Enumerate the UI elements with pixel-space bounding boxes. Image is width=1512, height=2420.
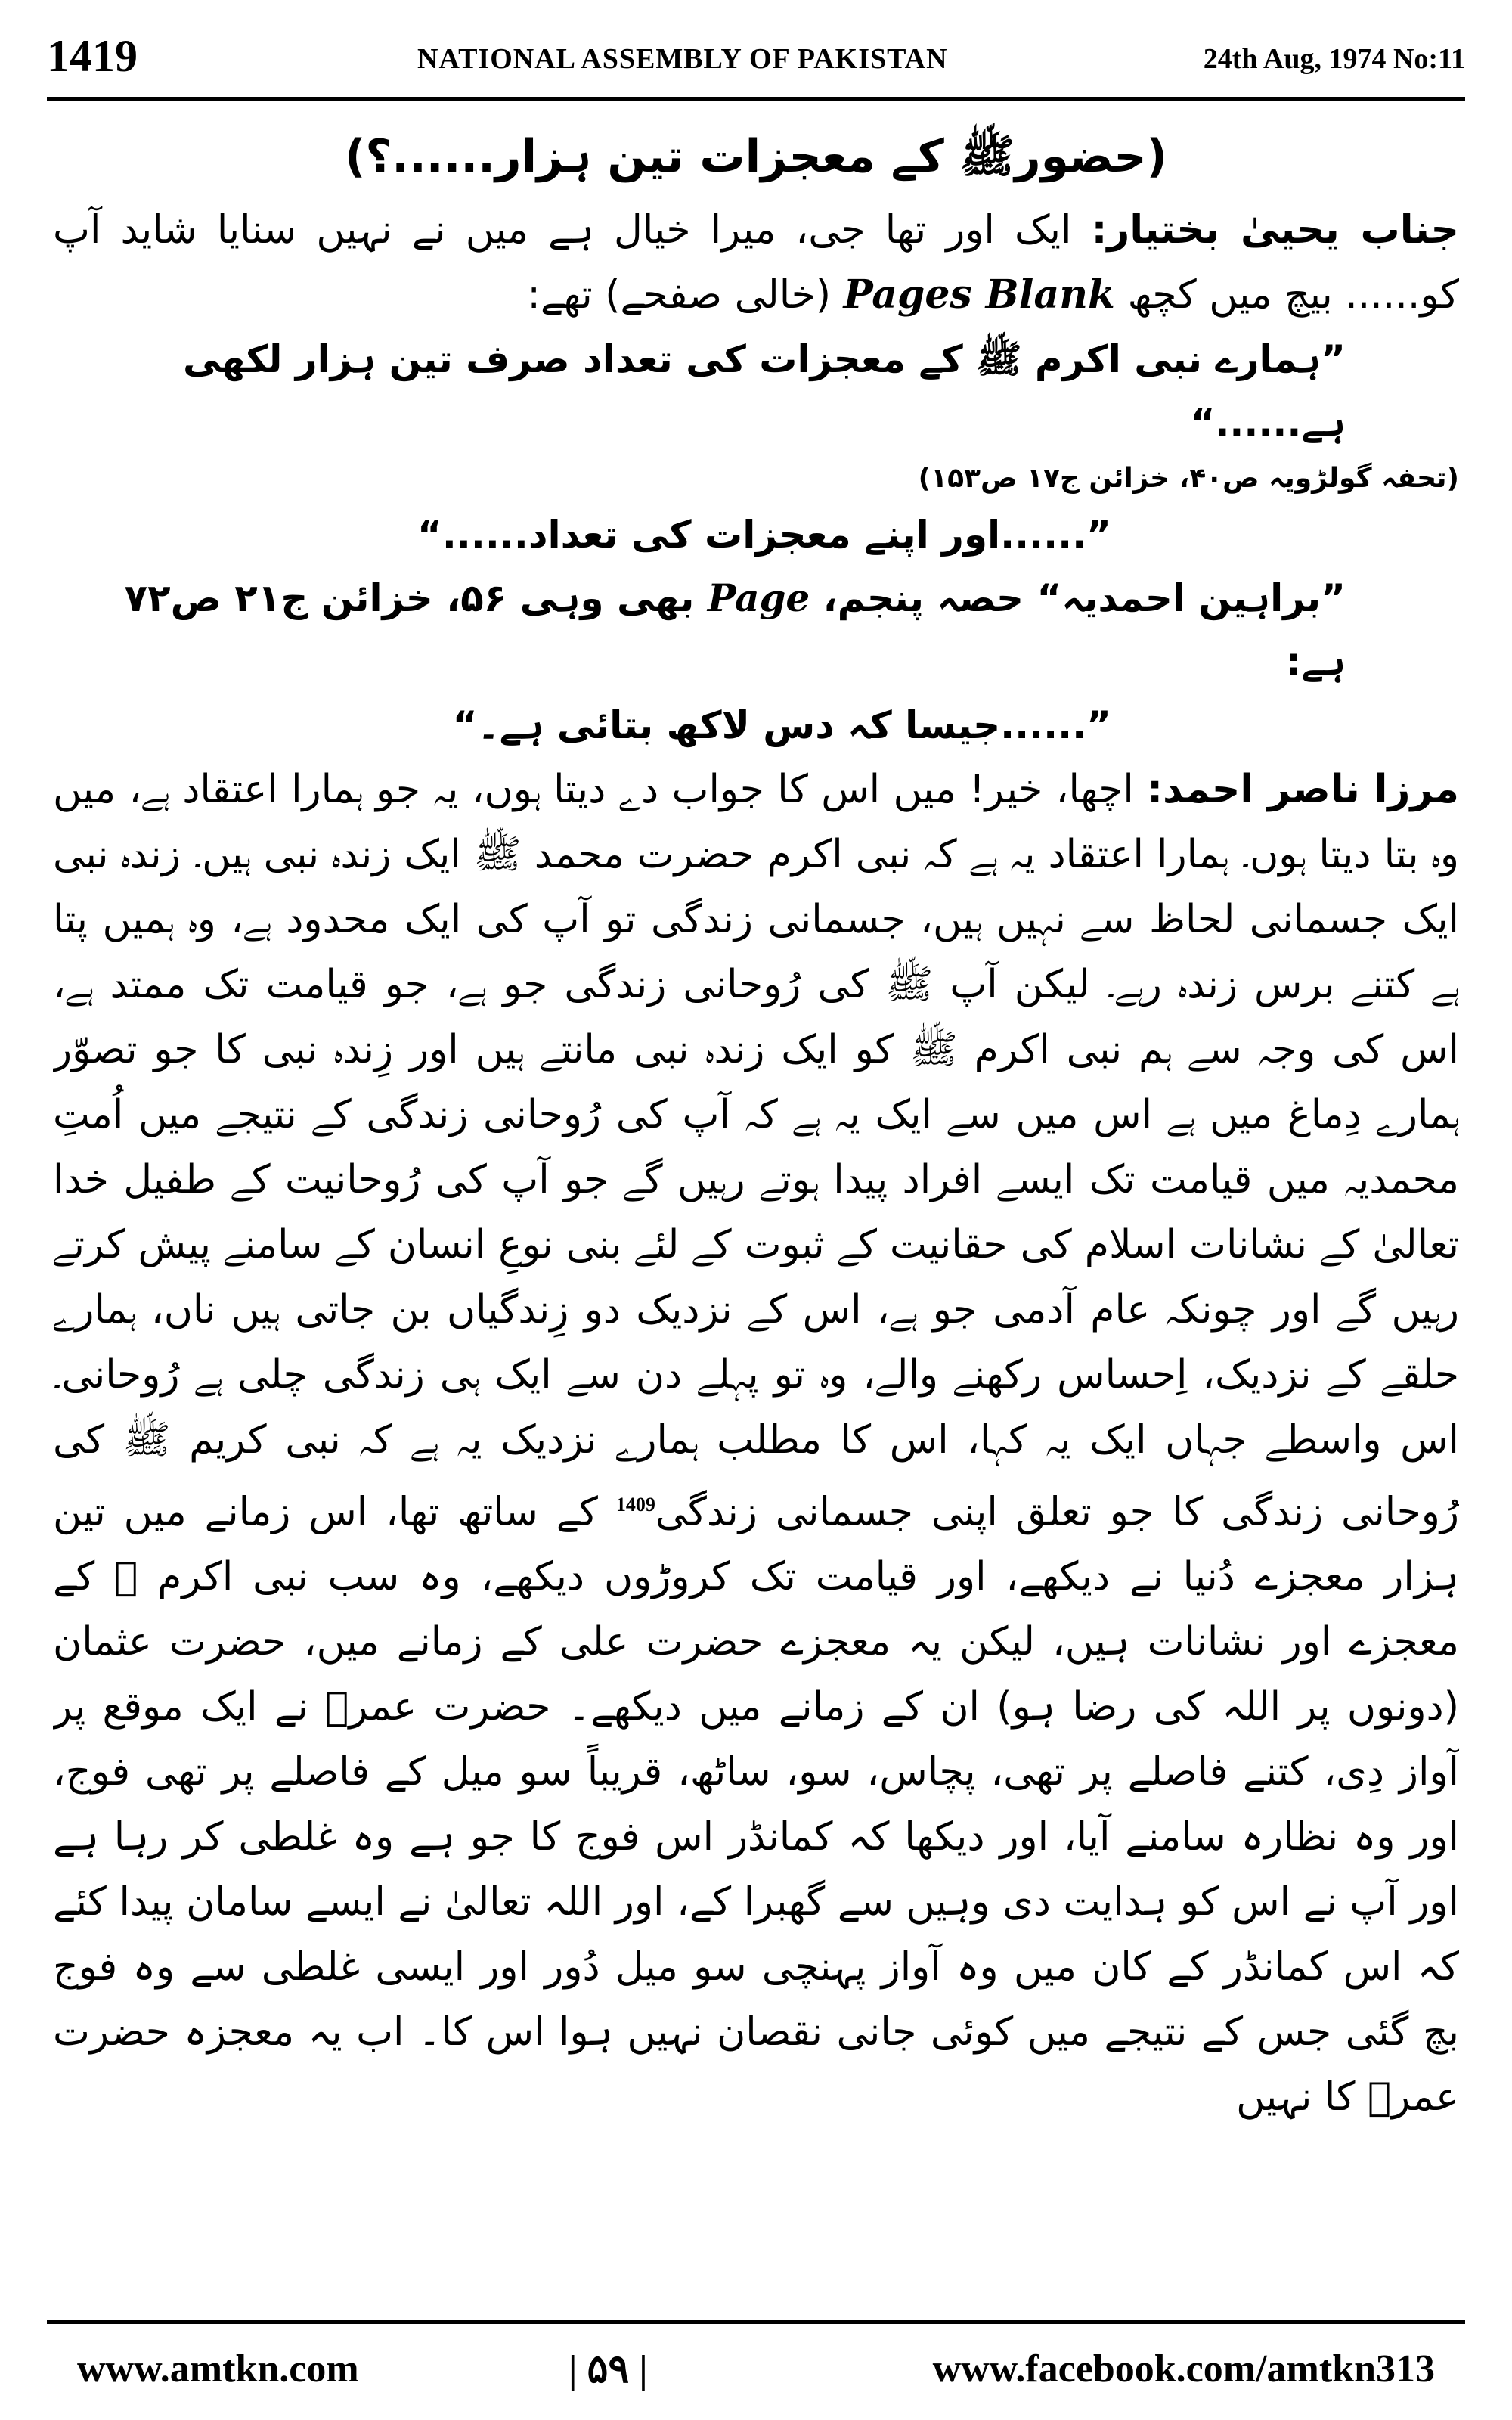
quotation: ”ہمارے نبی اکرم ﷺ کے معجزات کی تعداد صرف تین ہزار لکھی ہے......“ xyxy=(182,337,1346,445)
header-divider xyxy=(47,97,1465,101)
quotation xyxy=(53,566,1346,693)
reference-citation: (تحفہ گولڑویہ ص۴۰، خزائن ج۱۷ ص۱۵۳) xyxy=(918,463,1459,494)
quotation: ”......جیسا کہ دس لاکھ بتائی ہے۔“ xyxy=(452,703,1111,747)
latin-text: Pages Blank xyxy=(843,271,1116,318)
paragraph-nasir xyxy=(53,757,1459,2130)
footnote-marker: 1409 xyxy=(615,1494,655,1516)
quotation: ”......اور اپنے معجزات کی تعداد......“ xyxy=(417,513,1111,557)
header-date: 24th Aug, 1974 No:11 xyxy=(1203,43,1465,75)
facebook-link[interactable]: www.facebook.com/amtkn313 xyxy=(932,2347,1435,2391)
latin-text: Page xyxy=(707,576,810,620)
paragraph-text: (خالی صفحے) تھے: xyxy=(527,272,844,318)
website-link[interactable]: www.amtkn.com xyxy=(77,2347,359,2391)
header-title: NATIONAL ASSEMBLY OF PAKISTAN xyxy=(417,43,948,75)
quotation-text: بھی وہی ۵۶، خزائن ج۲۱ ص۷۲ ہے: xyxy=(124,576,1346,684)
quotation-text: ”براہین احمدیہ“ حصہ پنجم، xyxy=(810,576,1346,620)
page-footer xyxy=(47,2333,1465,2401)
document-body xyxy=(53,113,1459,2291)
footer-page-number: | ۵۹ | xyxy=(569,2348,648,2391)
paragraph-text: ایک اور تھا جی، میرا خیال ہے میں نے نہیں سنایا شاید آپ کو...... بیچ میں کچھ xyxy=(53,207,1459,318)
speaker-name: مرزا ناصر احمد: xyxy=(1147,767,1459,812)
paragraph-bakhtiar xyxy=(53,197,1459,327)
page-header xyxy=(47,14,1465,104)
paragraph-text: اچھا، خیر! میں اس کا جواب دے دیتا ہوں، یہ جو ہمارا اعتقاد ہے، میں وہ بتا دیتا ہوں۔ ہمارا اعتقاد یہ ہے کہ نبی اکرم حضرت محمد ﷺ ایک زندہ نبی ہیں۔ زندہ نبی ایک جسمانی لحاظ سے نہیں ہیں، جسمانی زندگی تو آپ کی ایک محدود ہے، وہ ہمیں پتا ہے کتنے برس زندہ رہے۔ لیکن آپ ﷺ کی رُوحانی زندگی جو ہے، جو قیامت تک ممتد ہے، اس کی وجہ سے ہم نبی اکرم ﷺ کو ایک زندہ نبی مانتے ہیں اور زِندہ نبی کا جو تصوّر ہمارے دِماغ میں ہے اس میں سے ایک یہ ہے کہ آپ کی رُوحانی زندگی کے نتیجے میں اُمتِ محمدیہ میں قیامت تک ایسے افراد پیدا ہوتے رہیں گے جو آپ کی رُوحانیت کے طفیل خدا تعالیٰ کے نشانات اسلام کی حقانیت کے ثبوت کے لئے بنی نوعِ انسان کے سامنے پیش کرتے رہیں گے اور چونکہ عام آدمی جو ہے، اس کے نزدیک دو زِندگیاں بن جاتی ہیں ناں، ہمارے حلقے کے نزدیک، اِحساس رکھنے والے، وہ تو پہلے دن سے ایک ہی زندگی چلی ہے رُوحانی۔ اس واسطے جہاں ایک یہ کہا، اس کا مطلب ہمارے نزدیک یہ ہے کہ نبی کریم ﷺ کی رُوحانی زندگی کا جو تعلق اپنی جسمانی زندگی xyxy=(53,767,1459,1535)
page-number: 1419 xyxy=(47,31,138,81)
footer-divider xyxy=(47,2320,1465,2324)
paragraph-text: کے ساتھ تھا، اس زمانے میں تین ہزار معجزے دُنیا نے دیکھے، اور قیامت تک کروڑوں دیکھے، وہ سب نبی اکرم ﷺ کے معجزے اور نشانات ہیں، لیکن یہ معجزے حضرت علی کے زمانے میں، حضرت عثمان (دونوں پر اللہ کی رضا ہو) ان کے زمانے میں دیکھے۔ حضرت عمرؓ نے ایک موقع پر آواز دِی، کتنے فاصلے پر تھی، پچاس، سو، ساٹھ، قریباً سو میل کے فاصلے پر تھی فوج، اور وہ نظارہ سامنے آیا، اور دیکھا کہ کمانڈر اس فوج کا جو ہے وہ غلطی کر رہا ہے اور آپ نے اس کو ہدایت دی وہیں سے گھبرا کے، اور اللہ تعالیٰ نے ایسے سامان پیدا کئے کہ اس کمانڈر کے کان میں وہ آواز پہنچی سو میل دُور اور ایسی غلطی سے وہ فوج بچ گئی جس کے نتیجے میں کوئی جانی نقصان نہیں ہوا اس کا۔ اب یہ معجزہ حضرت عمرؓ کا نہیں xyxy=(53,1489,1459,2121)
section-heading: (حضورﷺ کے معجزات تین ہزار......؟) xyxy=(344,130,1168,183)
speaker-name: جناب یحییٰ بختیار: xyxy=(1091,207,1459,253)
